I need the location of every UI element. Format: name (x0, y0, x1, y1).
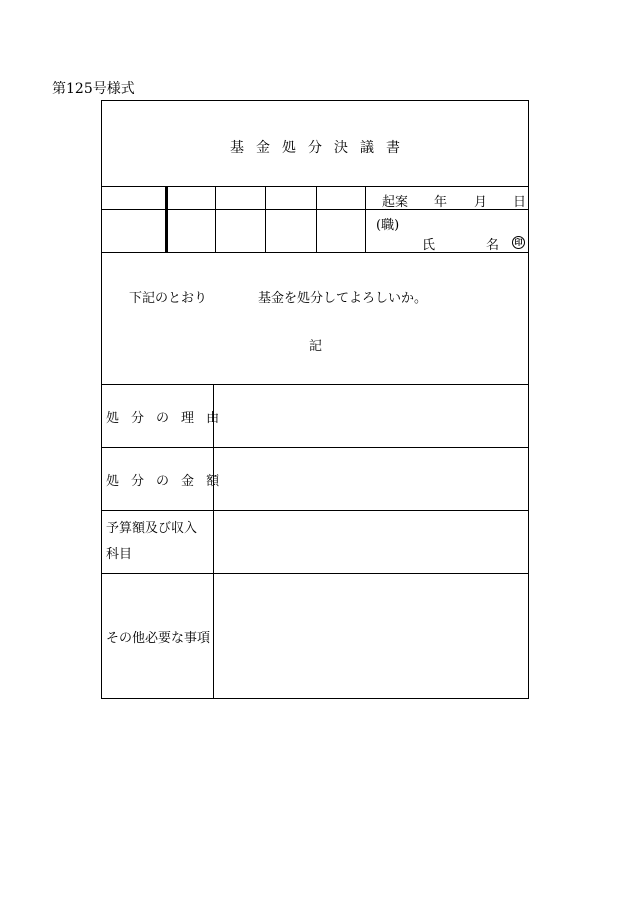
request-text: 基金を処分してよろしいか。 (258, 291, 428, 306)
title-char: 議 (360, 140, 374, 156)
reason-row (102, 385, 528, 448)
other-row (102, 574, 528, 698)
label-char: の (156, 473, 170, 489)
label-char: 由 (206, 410, 220, 426)
reason-field[interactable] (214, 385, 528, 447)
body-section (102, 253, 528, 385)
budget-label: 予算額及び収入科目 (102, 511, 214, 573)
reason-label (102, 385, 220, 447)
year-label: 年 (434, 195, 448, 210)
title-char: 書 (386, 140, 400, 156)
day-label: 日 (513, 195, 527, 210)
title-row (102, 101, 528, 187)
seal-icon: 印 (512, 236, 525, 249)
decision-form (101, 100, 529, 699)
lead-text: 下記のとおり (129, 291, 208, 306)
approval-section (102, 187, 528, 253)
amount-row (102, 448, 528, 511)
other-label: その他必要な事項 (102, 574, 214, 698)
title-char: 基 (230, 140, 244, 156)
post-label: (職) (376, 218, 400, 233)
other-field[interactable] (214, 574, 528, 698)
title-char: 処 (282, 140, 296, 156)
title-char: 決 (334, 140, 348, 156)
amount-label (102, 448, 220, 510)
approval-stamp-cell[interactable] (266, 187, 317, 252)
approval-stamp-cell[interactable] (102, 187, 166, 252)
surname-label: 氏 (422, 238, 436, 253)
ki-label: 記 (309, 339, 323, 354)
drafted-label: 起案 (382, 195, 409, 210)
month-label: 月 (474, 195, 488, 210)
title-char: 金 (256, 140, 270, 156)
label-char: 理 (181, 410, 195, 426)
approval-stamp-cell[interactable] (317, 187, 366, 252)
label-char: 額 (206, 473, 220, 489)
drafter-cell (366, 187, 528, 252)
form-title (102, 137, 528, 157)
label-char: の (156, 410, 170, 426)
label-char: 金 (181, 473, 195, 489)
budget-row (102, 511, 528, 574)
label-char: 処 (106, 410, 120, 426)
approval-stamp-cell[interactable] (216, 187, 266, 252)
amount-field[interactable] (214, 448, 528, 510)
label-char: 分 (131, 473, 145, 489)
label-char: 分 (131, 410, 145, 426)
approval-stamp-cell[interactable] (166, 187, 216, 252)
label-char: 処 (106, 473, 120, 489)
name-label: 名 (486, 238, 500, 253)
form-number: 第125号様式 (52, 81, 135, 97)
title-char: 分 (308, 140, 322, 156)
budget-field[interactable] (214, 511, 528, 573)
